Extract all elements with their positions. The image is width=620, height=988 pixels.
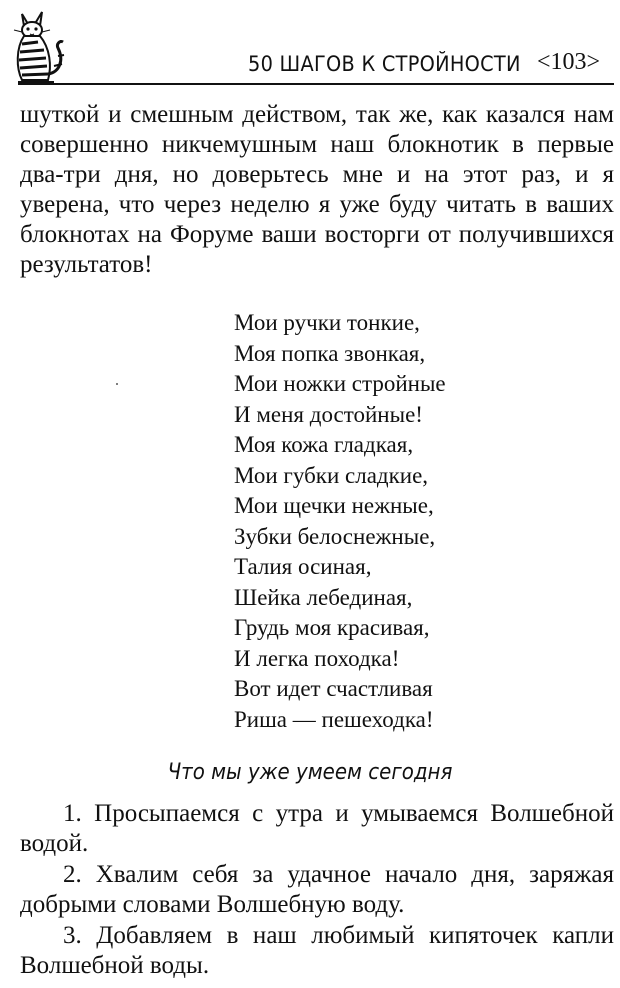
section-heading: Что мы уже умеем сегодня — [167, 760, 453, 785]
step-item: 2. Хвалим себя за удачное начало дня, заряжая добрыми словами Волшебную воду. — [20, 861, 614, 918]
running-title: 50 ШАГОВ К СТРОЙНОСТИ — [248, 52, 521, 76]
striped-cat-icon — [8, 8, 68, 86]
body-paragraph: шуткой и смешным действом, так же, как казался нам совершенно никчемушным наш блокнотик в первые два-три дня, но доверьтесь мне и на этот раз, и я уверена, что через неделю я уже буду читать в ваших блокнотах на Форуме ваши восторги от получившихся результатов! — [20, 101, 614, 278]
step-item: 3. Добавляем в наш любимый кипяточек капли Волшебной воды. — [20, 922, 614, 979]
page-header — [0, 0, 620, 90]
poem — [234, 308, 446, 735]
poem-line: Шейка лебединая, — [234, 584, 413, 610]
step-item: 1. Просыпаемся с утра и умываемся Волшебной водой. — [20, 800, 614, 857]
poem-line: Вот идет счастливая — [234, 676, 433, 701]
poem-line: Моя кожа гладкая, — [234, 432, 414, 457]
poem-line: Мои ручки тонкие, — [234, 310, 420, 335]
page-number: <103> — [537, 49, 601, 75]
poem-line: Мои губки сладкие, — [234, 462, 429, 488]
poem-line: Зубки белоснежные, — [234, 523, 436, 549]
poem-line: Моя попка звонкая, — [234, 340, 426, 366]
header-divider — [18, 83, 614, 85]
poem-line: Мои ножки стройные — [234, 371, 446, 396]
poem-line: Грудь моя красивая, — [234, 615, 430, 640]
print-speck — [116, 383, 118, 385]
steps-list — [20, 799, 614, 982]
poem-line: Мои щечки нежные, — [234, 493, 434, 518]
poem-line: Талия осиная, — [234, 554, 372, 579]
poem-line: Риша — пешеходка! — [234, 706, 434, 732]
poem-line: И меня достойные! — [234, 401, 423, 427]
poem-line: И легка походка! — [234, 645, 400, 671]
